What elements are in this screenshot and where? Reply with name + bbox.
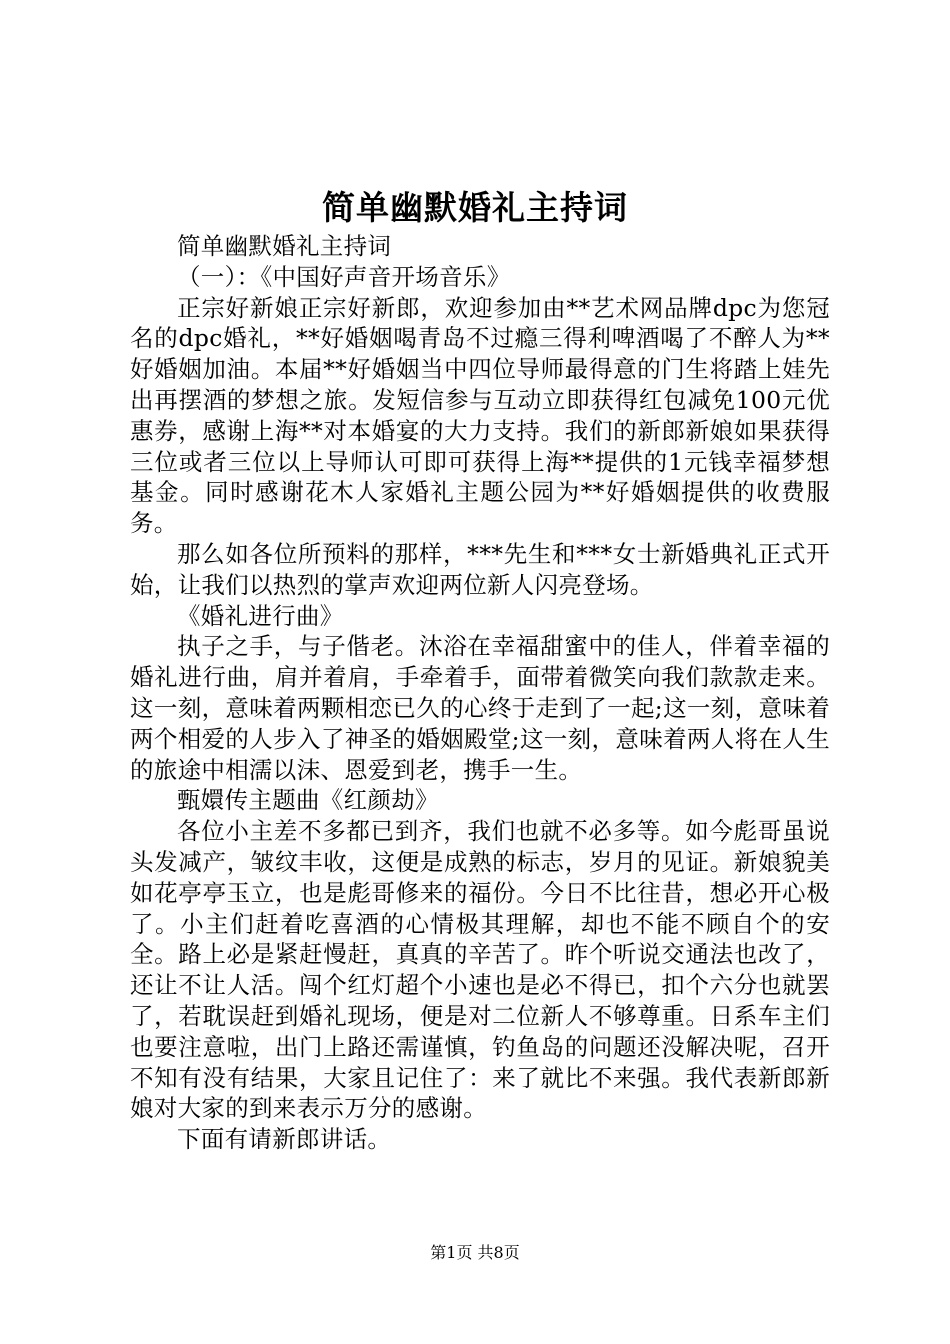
paragraph-guests-welcome: 各位小主差不多都已到齐，我们也就不必多等。如今彪哥虽说头发减产，皱纹丰收，这便是成熟的标志，岁月的见证。新娘貌美如花亭亭玉立，也是彪哥修来的福份。今日不比往昔，想必开心极了。小主们赶着吃喜酒的心情极其理解，却也不能不顾自个的安全。路上必是紧赶慢赶，真真的辛苦了。昨个听说交通法也改了，还让不让人活。闯个红灯超个小速也是必不得已，扣个六分也就罢了，若耽误赶到婚礼现场，便是对二位新人不够尊重。日系车主们也要注意啦，出门上路还需谨慎，钓鱼岛的问题还没解决呢，召开不知有没有结果，大家且记住了：来了就比不来强。我代表新郎新娘对大家的到来表示万分的感谢。 [130, 817, 830, 1123]
document-title: 简单幽默婚礼主持词 [322, 188, 628, 227]
document-body [130, 231, 830, 1155]
paragraph-music-cue-theme-song: 甄嬛传主题曲《红颜劫》 [177, 786, 439, 815]
paragraph-subtitle: 简单幽默婚礼主持词 [177, 232, 392, 260]
paragraph-music-cue-wedding-march: 《婚礼进行曲》 [177, 601, 344, 630]
page-number-footer: 第1页 共8页 [430, 1243, 520, 1262]
paragraph-entrance: 执子之手，与子偕老。沐浴在幸福甜蜜中的佳人，伴着幸福的婚礼进行曲，肩并着肩，手牵着手，面带着微笑向我们款款走来。这一刻，意味着两颗相恋已久的心终于走到了一起;这一刻，意味着两个相爱的人步入了神圣的婚姻殿堂;这一刻，意味着两人将在人生的旅途中相濡以沫、恩爱到老，携手一生。 [130, 632, 830, 784]
paragraph-opening: 正宗好新娘正宗好新郎，欢迎参加由**艺术网品牌dpc为您冠名的dpc婚礼，**好婚姻喝青岛不过瘾三得利啤酒喝了不醉人为**好婚姻加油。本届**好婚姻当中四位导师最得意的门生将踏上娃先出再摆酒的梦想之旅。发短信参与互动立即获得红包减免100元优惠券，感谢上海**对本婚宴的大力支持。我们的新郎新娘如果获得三位或者三位以上导师认可即可获得上海**提供的1元钱幸福梦想基金。同时感谢花木人家婚礼主题公园为**好婚姻提供的收费服务。 [130, 293, 830, 538]
paragraph-groom-speech: 下面有请新郎讲话。 [177, 1125, 392, 1154]
paragraph-ceremony-start: 那么如各位所预料的那样，***先生和***女士新婚典礼正式开始，让我们以热烈的掌声欢迎两位新人闪亮登场。 [130, 539, 830, 599]
paragraph-section-heading: （一）：《中国好声音开场音乐》 [177, 262, 511, 291]
